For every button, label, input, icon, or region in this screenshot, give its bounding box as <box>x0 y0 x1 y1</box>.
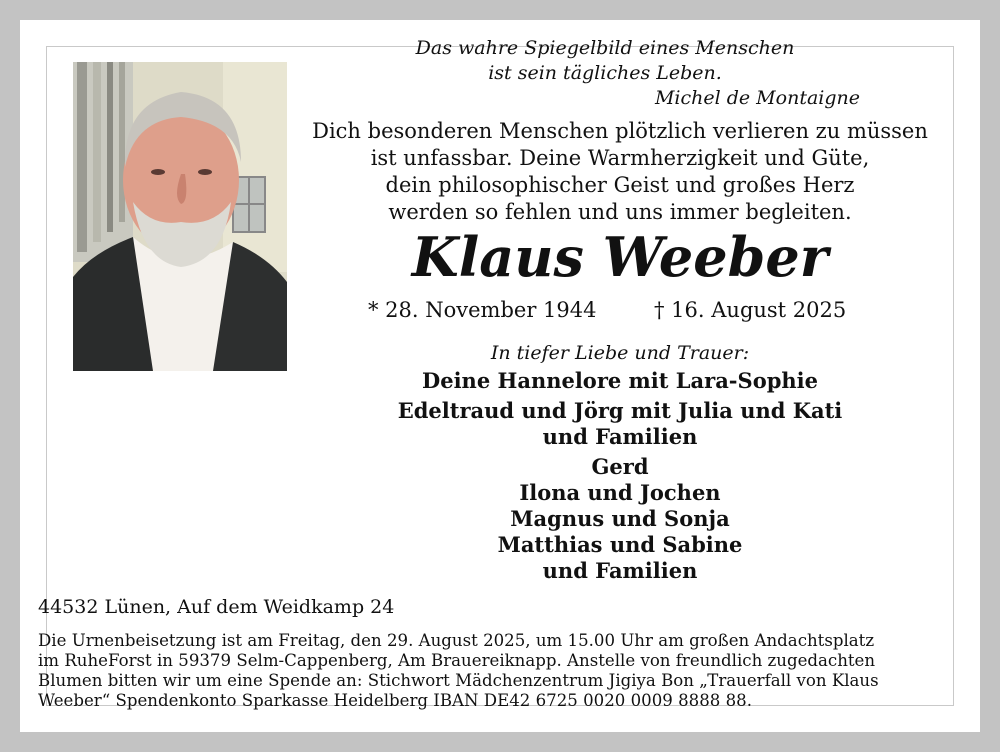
deceased-name: Klaus Weeber <box>411 225 829 289</box>
intro-text <box>290 118 950 226</box>
mourner-line: Gerd <box>591 454 649 479</box>
mourner-line: und Familien <box>542 424 698 449</box>
quote-line-1: Das wahre Spiegelbild eines Menschen <box>415 37 795 59</box>
notice-line: Die Urnenbeisetzung ist am Freitag, den 29. August 2025, um 15.00 Uhr am großen Andachtsplatz <box>38 631 875 650</box>
portrait-photo <box>73 62 287 371</box>
mourner-line: Ilona und Jochen <box>519 480 721 505</box>
quote-author: Michel de Montaigne <box>654 87 860 109</box>
address: 44532 Lünen, Auf dem Weidkamp 24 <box>38 596 395 618</box>
mourners-list <box>300 368 940 584</box>
notice-line: Weeber“ Spendenkonto Sparkasse Heidelberg IBAN DE42 6725 0020 0009 8888 88. <box>38 691 753 710</box>
death-date: † 16. August 2025 <box>654 298 847 322</box>
funeral-notice <box>38 631 968 711</box>
intro-line: Dich besonderen Menschen plötzlich verlieren zu müssen <box>312 119 928 143</box>
quote-line-2: ist sein tägliches Leben. <box>488 62 722 84</box>
mourner-line: und Familien <box>542 558 698 583</box>
birth-date: * 28. November 1944 <box>368 298 597 322</box>
intro-line: werden so fehlen und uns immer begleiten. <box>388 200 852 224</box>
quote <box>390 36 820 86</box>
mourner-line: Magnus und Sonja <box>510 506 730 531</box>
intro-line: ist unfassbar. Deine Warmherzigkeit und Güte, <box>370 146 870 170</box>
mourner-line: Deine Hannelore mit Lara-Sophie <box>422 368 818 393</box>
notice-line: Blumen bitten wir um eine Spende an: Stichwort Mädchenzentrum Jigiya Bon „Trauerfall von Klaus <box>38 671 879 690</box>
mourner-line: Matthias und Sabine <box>497 532 743 557</box>
mourner-line: Edeltraud und Jörg mit Julia und Kati <box>397 398 843 423</box>
mourning-label: In tiefer Liebe und Trauer: <box>490 342 750 364</box>
intro-line: dein philosophischer Geist und großes Herz <box>385 173 855 197</box>
notice-line: im RuheForst in 59379 Selm-Cappenberg, Am Brauereiknapp. Anstelle von freundlich zugedachten <box>38 651 876 670</box>
